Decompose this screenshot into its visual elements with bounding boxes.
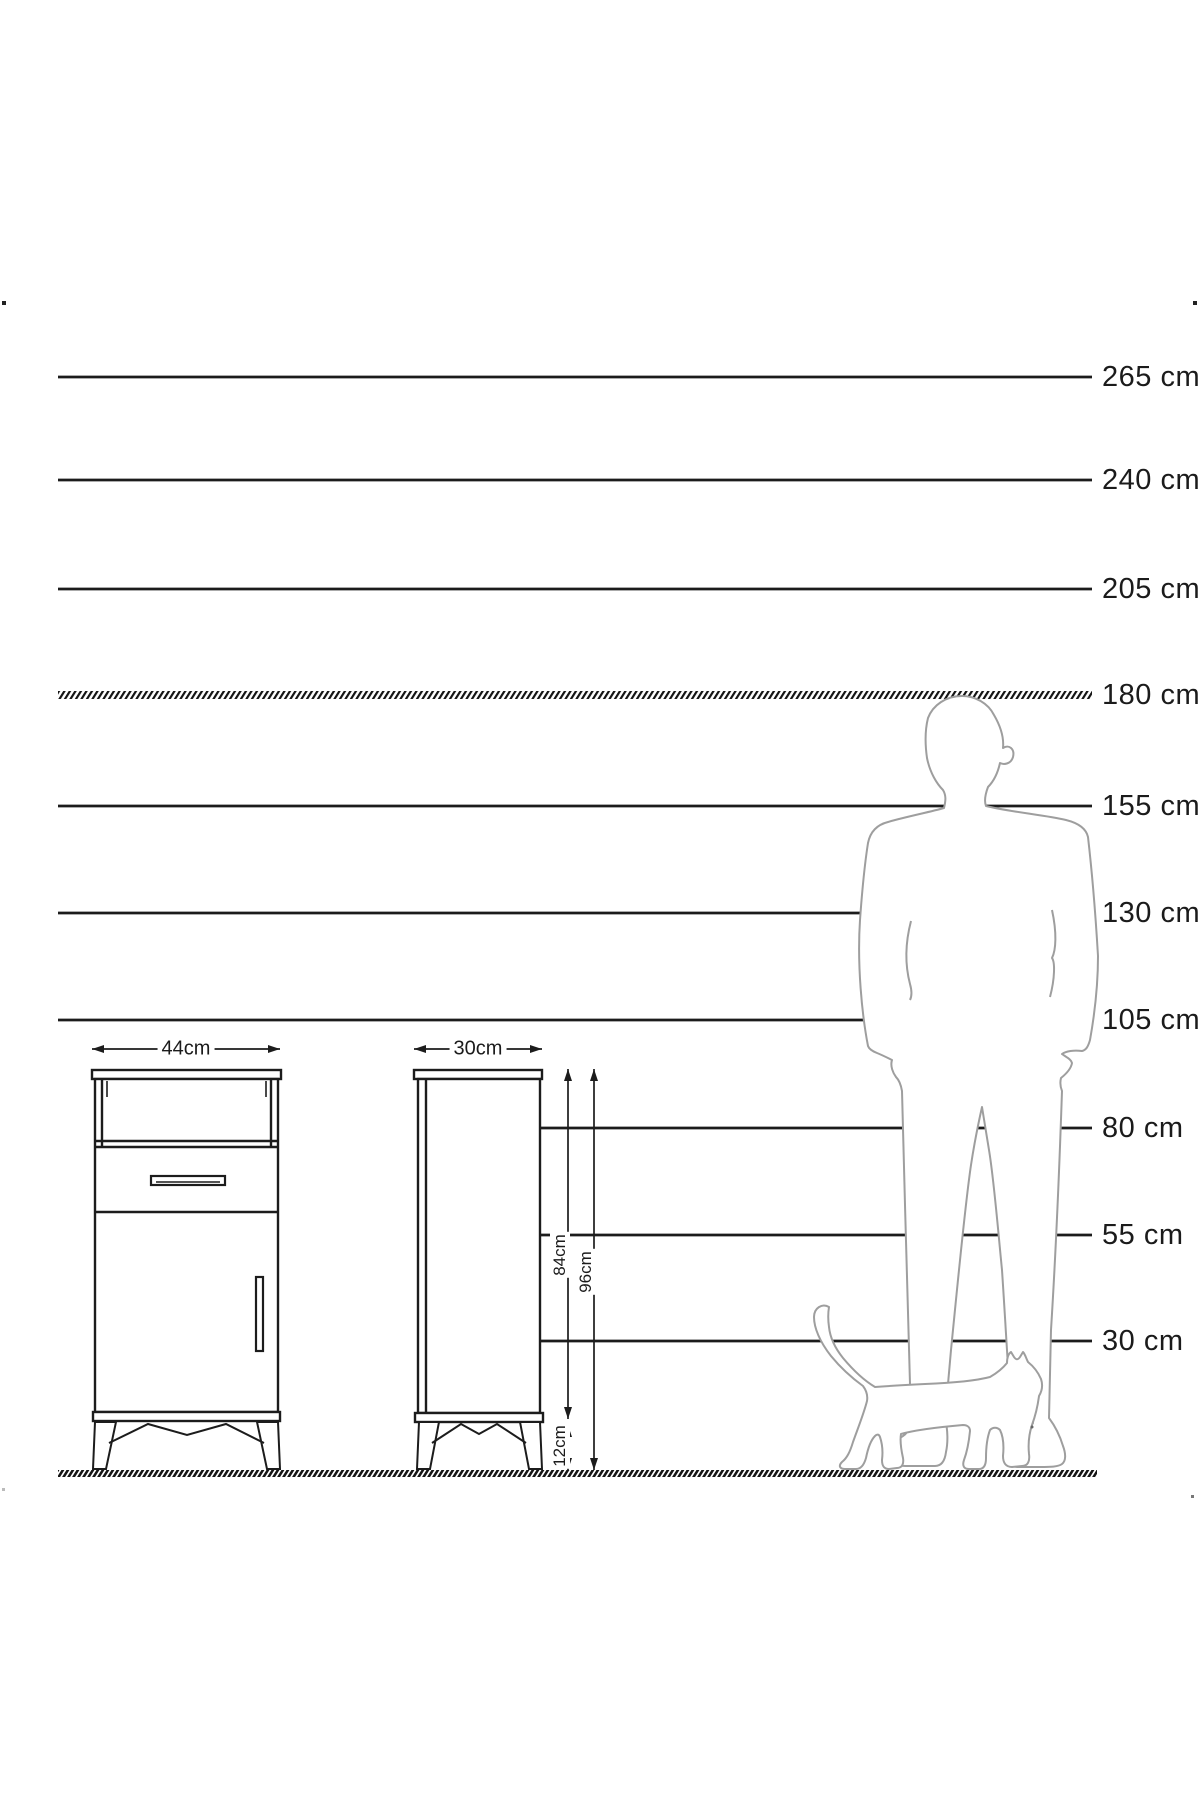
dim-label-body-84cm: 84cm (550, 1234, 569, 1276)
front-door-handle (256, 1277, 263, 1351)
front-right-leg (257, 1422, 280, 1469)
front-top-board (92, 1070, 281, 1079)
dim-label-depth-30cm: 30cm (450, 1038, 507, 1061)
cabinet-front-view (92, 1070, 281, 1469)
side-right-leg (520, 1422, 542, 1469)
dim-arrow (92, 1045, 104, 1053)
ruler-label-80cm: 80 cm (1102, 1112, 1184, 1144)
side-left-leg (417, 1422, 439, 1469)
dim-label-legs-12cm: 12cm (550, 1425, 569, 1467)
man-outline (859, 696, 1098, 1467)
ruler-label-55cm: 55 cm (1102, 1219, 1184, 1251)
dim-arrow (564, 1407, 572, 1419)
ruler-label-205cm: 205 cm (1102, 573, 1200, 605)
side-leg-braces (432, 1424, 526, 1443)
front-drawer-handle (151, 1176, 225, 1185)
speck (1031, 1426, 1034, 1429)
line-180cm-hatched (58, 691, 1092, 699)
dim-label-width-44cm: 44cm (158, 1038, 215, 1061)
front-body (95, 1079, 278, 1412)
man-silhouette (859, 696, 1098, 1467)
speck (1191, 1495, 1194, 1498)
dim-arrow (530, 1045, 542, 1053)
cabinet-side-view (414, 1070, 543, 1469)
ruler-label-240cm: 240 cm (1102, 464, 1200, 496)
ruler-label-130cm: 130 cm (1102, 897, 1200, 929)
ruler-label-105cm: 105 cm (1102, 1004, 1200, 1036)
front-bottom-board (93, 1412, 280, 1421)
ruler-label-155cm: 155 cm (1102, 790, 1200, 822)
ruler-label-265cm: 265 cm (1102, 361, 1200, 393)
front-leg-braces (109, 1424, 264, 1443)
ruler-label-180cm: 180 cm (1102, 679, 1200, 711)
dim-arrow (414, 1045, 426, 1053)
speck (1193, 301, 1197, 305)
front-left-leg (93, 1422, 116, 1469)
ground-line-hatched (58, 1470, 1097, 1477)
dim-label-total-96cm: 96cm (576, 1251, 595, 1293)
dim-arrow (268, 1045, 280, 1053)
side-bottom-board (415, 1413, 543, 1422)
speck (2, 301, 6, 305)
side-top-board (414, 1070, 542, 1079)
side-body (418, 1079, 540, 1413)
dim-arrow (590, 1069, 598, 1081)
dim-arrow (564, 1069, 572, 1081)
ruler-label-30cm: 30 cm (1102, 1325, 1184, 1357)
dim-arrow (590, 1458, 598, 1470)
speck (2, 1488, 5, 1491)
